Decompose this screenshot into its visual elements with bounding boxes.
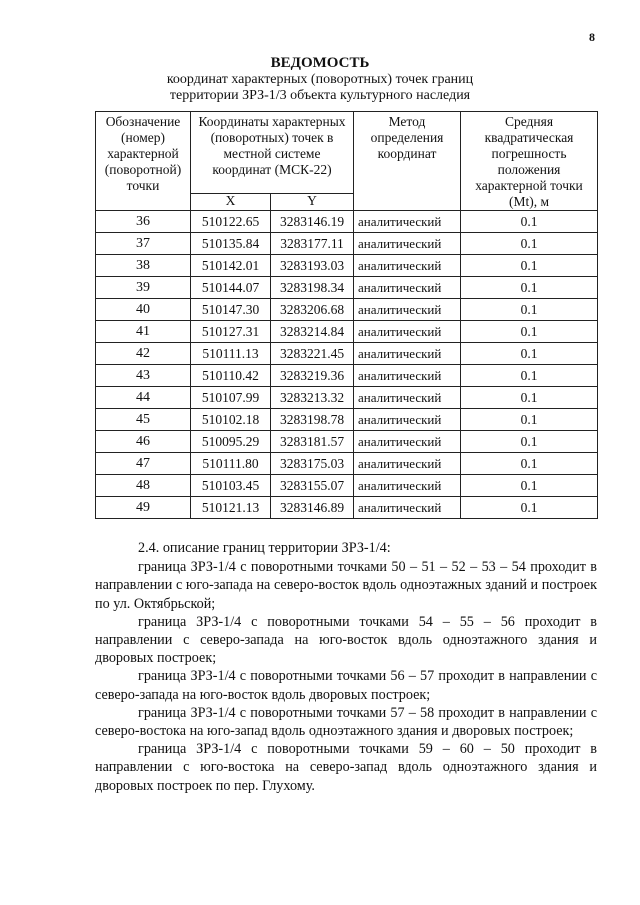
error-cell: 0.1 [461,299,598,321]
boundary-paragraph: граница ЗРЗ-1/4 с поворотными точками 59 – 60 – 50 проходит в направлении с юго-востока на северо-запад вдоль одноэтажного здания и дворовых построек по пер. Глухому. [95,741,597,794]
method-cell: аналитический [354,453,461,475]
method-cell: аналитический [354,343,461,365]
y-coordinate-cell: 3283221.45 [271,343,354,365]
error-cell: 0.1 [461,321,598,343]
document-title [0,56,640,103]
header-error: Средняя квадратическая погрешность положения характерной точки (Mt), м [461,112,598,211]
x-coordinate-cell: 510095.29 [191,431,271,453]
title-line-1: координат характерных (поворотных) точек границ [166,72,474,87]
error-cell: 0.1 [461,431,598,453]
method-cell: аналитический [354,299,461,321]
table-row [96,343,598,365]
error-cell: 0.1 [461,255,598,277]
table-row [96,475,598,497]
x-coordinate-cell: 510127.31 [191,321,271,343]
y-coordinate-cell: 3283206.68 [271,299,354,321]
section-heading: 2.4. описание границ территории ЗРЗ-1/4: [138,540,391,556]
y-coordinate-cell: 3283198.78 [271,409,354,431]
header-x: X [191,193,271,210]
error-cell: 0.1 [461,475,598,497]
y-coordinate-cell: 3283214.84 [271,321,354,343]
header-point-number: Обозначение (номер) характерной (поворотной) точки [96,112,191,211]
error-cell: 0.1 [461,277,598,299]
header-coordinates: Координаты характерных (поворотных) точек в местной системе координат (МСК-22) [191,112,354,194]
point-number-cell: 41 [96,321,191,343]
method-cell: аналитический [354,475,461,497]
y-coordinate-cell: 3283198.34 [271,277,354,299]
x-coordinate-cell: 510135.84 [191,233,271,255]
point-number-cell: 48 [96,475,191,497]
y-coordinate-cell: 3283213.32 [271,387,354,409]
title-line-2: территории ЗРЗ-1/3 объекта культурного наследия [169,88,471,103]
point-number-cell: 42 [96,343,191,365]
table-row [96,387,598,409]
x-coordinate-cell: 510107.99 [191,387,271,409]
method-cell: аналитический [354,365,461,387]
point-number-cell: 47 [96,453,191,475]
method-cell: аналитический [354,211,461,233]
boundary-paragraph: граница ЗРЗ-1/4 с поворотными точками 54 – 55 – 56 проходит в направлении с северо-запада на юго-восток вдоль одноэтажного здания и дворовых построек; [95,613,597,667]
method-cell: аналитический [354,277,461,299]
boundary-description [95,539,597,795]
method-cell: аналитический [354,233,461,255]
x-coordinate-cell: 510142.01 [191,255,271,277]
error-cell: 0.1 [461,387,598,409]
x-coordinate-cell: 510102.18 [191,409,271,431]
table-row [96,409,598,431]
point-number-cell: 44 [96,387,191,409]
x-coordinate-cell: 510111.80 [191,453,271,475]
y-coordinate-cell: 3283219.36 [271,365,354,387]
method-cell: аналитический [354,321,461,343]
table-row [96,255,598,277]
method-cell: аналитический [354,255,461,277]
y-coordinate-cell: 3283177.11 [271,233,354,255]
table-row [96,233,598,255]
y-coordinate-cell: 3283146.89 [271,497,354,519]
table-row [96,453,598,475]
error-cell: 0.1 [461,497,598,519]
point-number-cell: 43 [96,365,191,387]
page-number: 8 [589,30,595,44]
error-cell: 0.1 [461,453,598,475]
coordinates-table [95,111,598,519]
point-number-cell: 40 [96,299,191,321]
point-number-cell: 45 [96,409,191,431]
error-cell: 0.1 [461,211,598,233]
point-number-cell: 49 [96,497,191,519]
y-coordinate-cell: 3283181.57 [271,431,354,453]
x-coordinate-cell: 510147.30 [191,299,271,321]
method-cell: аналитический [354,431,461,453]
point-number-cell: 38 [96,255,191,277]
title-main: ВЕДОМОСТЬ [270,55,370,71]
point-number-cell: 46 [96,431,191,453]
error-cell: 0.1 [461,343,598,365]
table-row [96,277,598,299]
method-cell: аналитический [354,409,461,431]
point-number-cell: 37 [96,233,191,255]
y-coordinate-cell: 3283175.03 [271,453,354,475]
x-coordinate-cell: 510144.07 [191,277,271,299]
table-row [96,321,598,343]
x-coordinate-cell: 510111.13 [191,343,271,365]
y-coordinate-cell: 3283155.07 [271,475,354,497]
x-coordinate-cell: 510121.13 [191,497,271,519]
x-coordinate-cell: 510110.42 [191,365,271,387]
table-row [96,497,598,519]
error-cell: 0.1 [461,365,598,387]
table-row [96,431,598,453]
y-coordinate-cell: 3283146.19 [271,211,354,233]
x-coordinate-cell: 510103.45 [191,475,271,497]
table-row [96,211,598,233]
table-row [96,365,598,387]
method-cell: аналитический [354,497,461,519]
point-number-cell: 39 [96,277,191,299]
boundary-paragraph: граница ЗРЗ-1/4 с поворотными точками 56 – 57 проходит в направлении с северо-запада на юго-восток вдоль дворовых построек; [95,668,597,703]
error-cell: 0.1 [461,409,598,431]
boundary-paragraph: граница ЗРЗ-1/4 с поворотными точками 57 – 58 проходит в направлении с северо-востока на юго-запад вдоль одноэтажного здания и дворовых построек; [95,704,597,740]
header-method: Метод определения координат [354,112,461,211]
header-y: Y [271,193,354,210]
table-row [96,299,598,321]
point-number-cell: 36 [96,211,191,233]
x-coordinate-cell: 510122.65 [191,211,271,233]
error-cell: 0.1 [461,233,598,255]
method-cell: аналитический [354,387,461,409]
y-coordinate-cell: 3283193.03 [271,255,354,277]
boundary-paragraph: граница ЗРЗ-1/4 с поворотными точками 50 – 51 – 52 – 53 – 54 проходит в направлении с юго-запада на северо-восток вдоль одноэтажных зданий и построек по ул. Октябрьской; [95,559,597,612]
